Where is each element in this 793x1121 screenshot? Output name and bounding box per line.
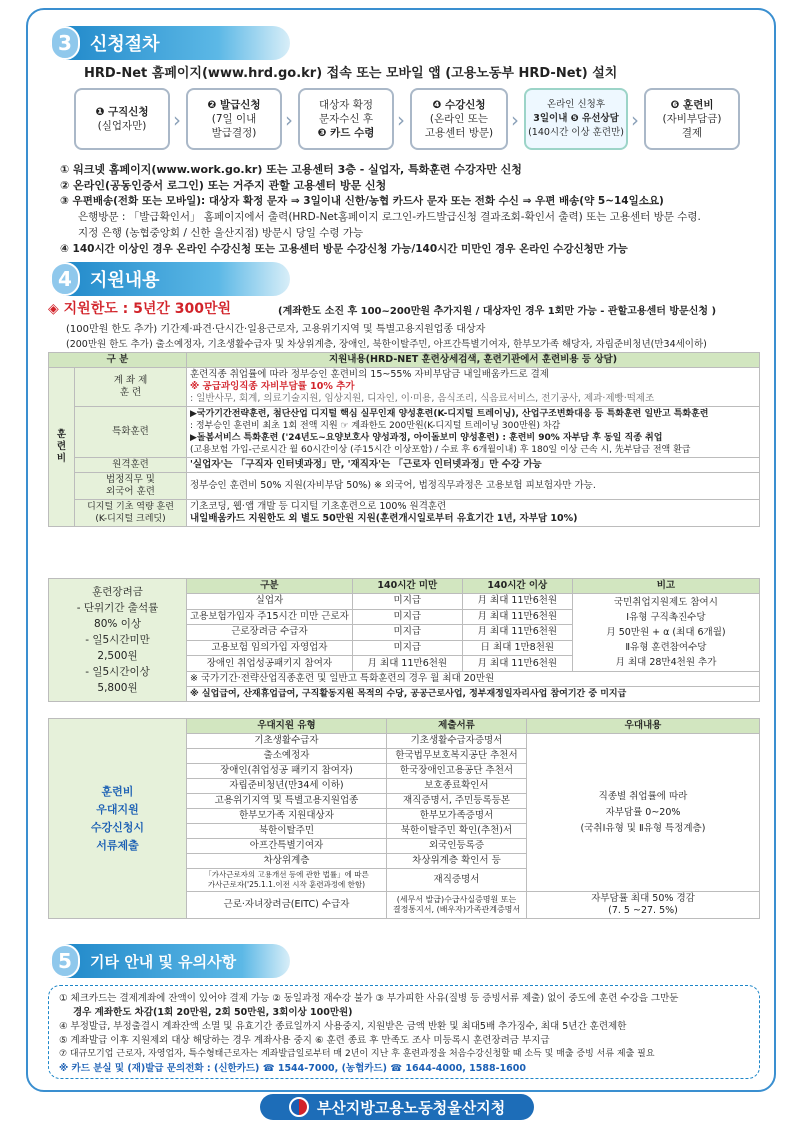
chevron-icon: › — [511, 108, 519, 132]
step-5: 온라인 신청후 3일이내 ❺ 유선상담 (140시간 이상 훈련만) — [524, 88, 628, 150]
chevron-icon: › — [285, 108, 293, 132]
government-emblem-icon — [289, 1097, 309, 1117]
row-remote: '실업자'는 「구직자 인터넷과정」만, '재직자'는 「근로자 인터넷과정」만 수강 가능 — [187, 458, 760, 473]
cost-label: 훈 련 비 — [49, 368, 75, 527]
step-3: 대상자 확정 문자수신 후 ❸ 카드 수령 — [298, 88, 394, 150]
allowance-foot-2: ※ 실업급여, 산재휴업급여, 구직활동지원 목적의 수당, 공공근로사업, 정부재정일자리사업 참여기간 중 미지급 — [187, 687, 760, 702]
chevron-icon: › — [173, 108, 181, 132]
row-legal: 정부승인 훈련비 50% 지원(자비부담 50%) ※ 외국어, 법정직무과정은 고용보험 피보험자만 가능. — [187, 473, 760, 500]
table-row: 고용보험가입자 주15시간 미만 근로자 미지급 月 최대 11만6천원 — [49, 609, 760, 625]
row-digital-name: 디지털 기초 역량 훈련 (K-디지털 크레딧) — [75, 500, 187, 527]
preferential-label: 훈련비 우대지원 수강신청시 서류제출 — [49, 719, 187, 919]
table-row: 장애인 취업성공패키지 참여자 月 최대 11만6천원 月 최대 11만6천원 — [49, 656, 760, 672]
notice-line-6: ※ 카드 분실 및 (재)발급 문의전화 : (신한카드) ☎ 1544-7000, (농협카드) ☎ 1644-4000, 1588-1600 — [59, 1063, 526, 1074]
step-2: ❷ 발급신청 (7일 이내 발급결정) — [186, 88, 282, 150]
footer-office-name: 부산지방고용노동청울산지청 — [316, 1098, 506, 1117]
support-limit-note: (계좌한도 소진 후 100~200만원 추가지원 / 대상자인 경우 1회만 가능 - 관할고용센터 방문신청 ) — [278, 306, 717, 317]
table-row: 고용위기지역 및 특별고용지원업종 재직증명서, 주민등록등본 — [49, 794, 760, 809]
note-3-bank: 은행방문 : 「발급확인서」 홈페이지에서 출력(HRD-Net홈페이지 로그인-카드발급신청 결과조회-확인서 출력) 또는 고용센터 방문 수령. — [78, 211, 701, 223]
table-row: 근로·자녀장려금(EITC) 수급자 (세무서 발급)수급사실증명원 또는 결정통지서, (배우자)가족관계증명서 자부담률 최대 50% 경감 (7. 5 ~27. 5%) — [49, 892, 760, 919]
table-row: 북한이탈주민 북한이탈주민 확인(추천)서 — [49, 824, 760, 839]
note-1: ① 워크넷 홈페이지(www.work.go.kr) 또는 고용센터 3층 - 실업자, 특화훈련 수강자만 신청 — [60, 163, 522, 176]
note-4: ④ 140시간 이상인 경우 온라인 수강신청 또는 고용센터 방문 수강신청 가능/140시간 미만인 경우 온라인 수강신청만 가능 — [60, 243, 628, 255]
row-account-name: 계 좌 제 훈 련 — [75, 368, 187, 407]
step-4: ❹ 수강신청 (온라인 또는 고용센터 방문) — [410, 88, 508, 150]
note-2: ② 온라인(공동인증서 로그인) 또는 거주지 관할 고용센터 방문 신청 — [60, 179, 387, 192]
section-3-number: 3 — [50, 26, 80, 60]
chevron-icon: › — [397, 108, 405, 132]
table-row: 자립준비청년(만34세 이하) 보호종료확인서 — [49, 779, 760, 794]
support-table: 구 분 지원내용(HRD-NET 훈련상세검색, 훈련기관에서 훈련비용 등 상담) 훈 련 비 계 좌 제 훈 련 훈련직종 취업률에 따라 정부승인 훈련비의 15~55% 자비부담금 내일배움카드로 결제 ※ 공급과잉직종 자비부담률 10% 추가 : 일반사무, 회계, 의료기술지원, 임상지원, 디자인, 이·미용, 음식조리, 식음료서비스, 전기공사, 제과·제빵·떡제조 특화훈련 ▶국가기간전략훈련, 첨단산업 디지털 핵심 실무인재 양성훈련(K-디지털 트레이닝), 산업구조변화대응 등 특화훈련 일반고 특화훈련 : 정부승인 훈련비 최초 1회 전액 지원 ☞ 계좌한도 200만원(K-디지털 트레이닝 300만원) 차감 ▶돌봄서비스 특화훈련 ('24년도~요양보호사 양성과정, 아이돌보미 양성훈련) : 훈련비 90% 자부담 후 동일 직종 취업 (고용보험 가입-근로시간 월 60시간이상 (주15시간 이상포함) / 수료 후 6개월이내) 후 180일 이상 근속 시, 先부담금 전액 환급 원격훈련 '실업자'는 「구직자 인터넷과정」만, '재직자'는 「근로자 인터넷과정」만 수강 가능 법정직무 및 외국어 훈련 정부승인 훈련비 50% 지원(자비부담 50%) ※ 외국어, 법정직무과정은 고용보험 피보험자만 가능. 디지털 기초 역량 훈련 (K-디지털 크레딧) 기초코딩, 웹·앱 개발 등 디지털 기초훈련으로 100% 원격훈련 내일배움카드 지원한도 외 별도 50만원 지원(훈련개시일로부터 유효기간 1년, 자부담 10%) — [48, 352, 760, 527]
preferential-table: 훈련비 우대지원 수강신청시 서류제출 우대지원 유형 제출서류 우대내용 기초생활수급자 기초생활수급자증명서 직종별 취업률에 따라 자부담률 0~20% (국취Ⅰ유형 및 Ⅱ유형 특정계층) 출소예정자 한국법무보호복지공단 추천서 장애인(취업성공 패키지 참여자) 한국장애인고용공단 추천서 자립준비청년(만34세 이하) 보호종료확인서 고용위기지역 및 특별고용지원업종 재직증명서, 주민등록등본 한부모가족 지원대상자 한부모가족증명서 북한이탈주민 북한이탈주민 확인(추천)서 아프간특별기여자 외국인등록증 차상위계층 차상위계층 확인서 등 「가사근로자의 고용개선 등에 관한 법률」에 따른 가사근로자('25.1.1.이전 시작 훈련과정에 한함) 재직증명서 근로·자녀장려금(EITC) 수급자 (세무서 발급)수급사실증명원 또는 결정통지서, (배우자)가족관계증명서 자부담률 최대 50% 경감 (7. 5 ~27. 5%) — [48, 718, 760, 919]
preferential-benefit: 직종별 취업률에 따라 자부담률 0~20% (국취Ⅰ유형 및 Ⅱ유형 특정계층) — [527, 734, 760, 892]
step-6: ❻ 훈련비 (자비부담금) 결제 — [644, 88, 740, 150]
limit-line-1: (100만원 한도 추가) 기간제·파견·단시간·일용근로자, 고용위기지역 및 특별고용지원업종 대상자 — [66, 324, 486, 335]
note-3: ③ 우편배송(전화 또는 모바일): 대상자 확정 문자 ⇒ 3일이내 신한/농협 카드사 문자 또는 전화 수신 ⇒ 우편 배송(약 5~14일소요) — [60, 195, 664, 207]
row-account: 훈련직종 취업률에 따라 정부승인 훈련비의 15~55% 자비부담금 내일배움카드로 결제 ※ 공급과잉직종 자비부담률 10% 추가 : 일반사무, 회계, 의료기술지원, 임상지원, 디자인, 이·미용, 음식조리, 식음료서비스, 전기공사, 제과·제빵·떡제조 — [187, 368, 760, 407]
row-special: ▶국가기간전략훈련, 첨단산업 디지털 핵심 실무인재 양성훈련(K-디지털 트레이닝), 산업구조변화대응 등 특화훈련 일반고 특화훈련 : 정부승인 훈련비 최초 1회 전액 지원 ☞ 계좌한도 200만원(K-디지털 트레이닝 300만원) 차감 ▶돌봄서비스 특화훈련 ('24년도~요양보호사 양성과정, 아이돌보미 양성훈련) : 훈련비 90% 자부담 후 동일 직종 취업 (고용보험 가입-근로시간 월 60시간이상 (주15시간 이상포함) / 수료 후 6개월이내) 후 180일 이상 근속 시, 先부담금 전액 환급 — [187, 407, 760, 458]
table-row: 아프간특별기여자 외국인등록증 — [49, 839, 760, 854]
section-3-intro: HRD-Net 홈페이지(www.hrd.go.kr) 접속 또는 모바일 앱 (고용노동부 HRD-Net) 설치 — [84, 66, 618, 81]
table-row: 기초생활수급자 기초생활수급자증명서 직종별 취업률에 따라 자부담률 0~20% (국취Ⅰ유형 및 Ⅱ유형 특정계층) — [49, 734, 760, 749]
allowance-note: 국민취업지원제도 참여시 Ⅰ유형 구직촉진수당 月 50만원 + α (최대 6개월) Ⅱ유형 훈련참여수당 月 최대 28만4천원 추가 — [572, 594, 759, 672]
table-row: 차상위계층 차상위계층 확인서 등 — [49, 854, 760, 869]
notice-line-1: ① 체크카드는 결제계좌에 잔액이 있어야 결제 가능 ② 동일과정 재수강 불가 ③ 부가피한 사유(질병 등 증빙서류 제출) 없이 중도에 훈련 수강을 그만둔 — [59, 993, 679, 1004]
section-5-header — [50, 944, 290, 978]
chevron-icon: › — [631, 108, 639, 132]
table-row: 출소예정자 한국법무보호복지공단 추천서 — [49, 749, 760, 764]
limit-line-2: (200만원 한도 추가) 출소예정자, 기초생활수급자 및 차상위계층, 장애인, 북한이탈주민, 아프간특별기여자, 한부모가족 해당자, 자립준비청년(만34세이하) — [66, 339, 707, 350]
table-row: 「가사근로자의 고용개선 등에 관한 법률」에 따른 가사근로자('25.1.1.이전 시작 훈련과정에 한함) 재직증명서 — [49, 869, 760, 892]
table-row: 한부모가족 지원대상자 한부모가족증명서 — [49, 809, 760, 824]
preferential-benefit-2: 자부담률 최대 50% 경감 (7. 5 ~27. 5%) — [527, 892, 760, 919]
table-row: 고용보험 임의가입 자영업자 미지급 日 최대 1만8천원 — [49, 640, 760, 656]
table-row: 실업자 미지급 月 최대 11만6천원 국민취업지원제도 참여시 Ⅰ유형 구직촉진수당 月 50만원 + α (최대 6개월) Ⅱ유형 훈련참여수당 月 최대 28만4천원 추가 — [49, 594, 760, 610]
section-5-title: 기타 안내 및 유의사항 — [90, 952, 237, 971]
footer-banner — [260, 1094, 534, 1120]
notice-line-5: ⑦ 대규모기업 근로자, 자영업자, 특수형태근로자는 계좌발급일로부터 매 2년이 지난 후 훈련과정을 처음수강신청할 때 소득 및 매출 증빙 서류 제출 필요 — [59, 1049, 655, 1059]
row-legal-name: 법정직무 및 외국어 훈련 — [75, 473, 187, 500]
section-4-number: 4 — [50, 262, 80, 296]
row-special-name: 특화훈련 — [75, 407, 187, 458]
table-row: 근로장려금 수급자 미지급 月 최대 11만6천원 — [49, 625, 760, 641]
notice-line-4: ⑤ 계좌발급 이후 지원제외 대상 해당하는 경우 계좌사용 중지 ⑥ 훈련 종료 후 만족도 조사 미등록시 훈련장려금 부지급 — [59, 1035, 550, 1046]
allowance-label: 훈련장려금 - 단위기간 출석률 80% 이상 - 일5시간미만 2,500원 - 일5시간이상 5,800원 — [49, 579, 187, 702]
notice-line-2: 경우 계좌한도 차감(1회 20만원, 2회 50만원, 3회이상 100만원) — [73, 1007, 353, 1018]
section-4-header — [50, 262, 290, 296]
notice-box — [48, 985, 760, 1079]
section-3-title: 신청절차 — [90, 34, 160, 55]
allowance-foot-1: ※ 국가기간·전략산업직종훈련 및 일반고 특화훈련의 경우 월 최대 20만원 — [187, 672, 760, 687]
section-5-number: 5 — [50, 944, 80, 978]
support-limit: ◈ 지원한도 : 5년간 300만원 — [48, 301, 232, 317]
note-3-bank-2: 지정 은행 (농협중앙회 / 신한 울산지점) 방문시 당일 수령 가능 — [78, 227, 364, 239]
notice-line-3: ④ 부정발급, 부정출결시 계좌잔액 소멸 및 유효기간 종료일까지 사용중지, 지원받은 금액 반환 및 최대5배 추가징수, 최대 5년간 훈련제한 — [59, 1021, 627, 1032]
row-digital: 기초코딩, 웹·앱 개발 등 디지털 기초훈련으로 100% 원격훈련 내일배움카드 지원한도 외 별도 50만원 지원(훈련개시일로부터 유효기간 1년, 자부담 10%) — [187, 500, 760, 527]
section-3-header — [50, 26, 290, 60]
table-row: 장애인(취업성공 패키지 참여자) 한국장애인고용공단 추천서 — [49, 764, 760, 779]
section-4-title: 지원내용 — [90, 270, 160, 291]
step-1: ❶ 구직신청 (실업자만) — [74, 88, 170, 150]
row-remote-name: 원격훈련 — [75, 458, 187, 473]
allowance-table: 훈련장려금 - 단위기간 출석률 80% 이상 - 일5시간미만 2,500원 - 일5시간이상 5,800원 구분 140시간 미만 140시간 이상 비고 실업자 미지급 月 최대 11만6천원 국민취업지원제도 참여시 Ⅰ유형 구직촉진수당 月 50만원 + α (최대 6개월) Ⅱ유형 훈련참여수당 月 최대 28만4천원 추가 고용보험가입자 주15시간 미만 근로자 미지급 月 최대 11만6천원 근로장려금 수급자 미지급 月 최대 11만6천원 고용보험 임의가입 자영업자 미지급 日 최대 1만8천원 장애인 취업성공패키지 참여자 月 최대 11만6천원 月 최대 11만6천원 ※ 국가기간·전략산업직종훈련 및 일반고 특화훈련의 경우 월 최대 20만원 ※ 실업급여, 산재휴업급여, 구직활동지원 목적의 수당, 공공근로사업, 정부재정일자리사업 참여기간 중 미지급 — [48, 578, 760, 702]
